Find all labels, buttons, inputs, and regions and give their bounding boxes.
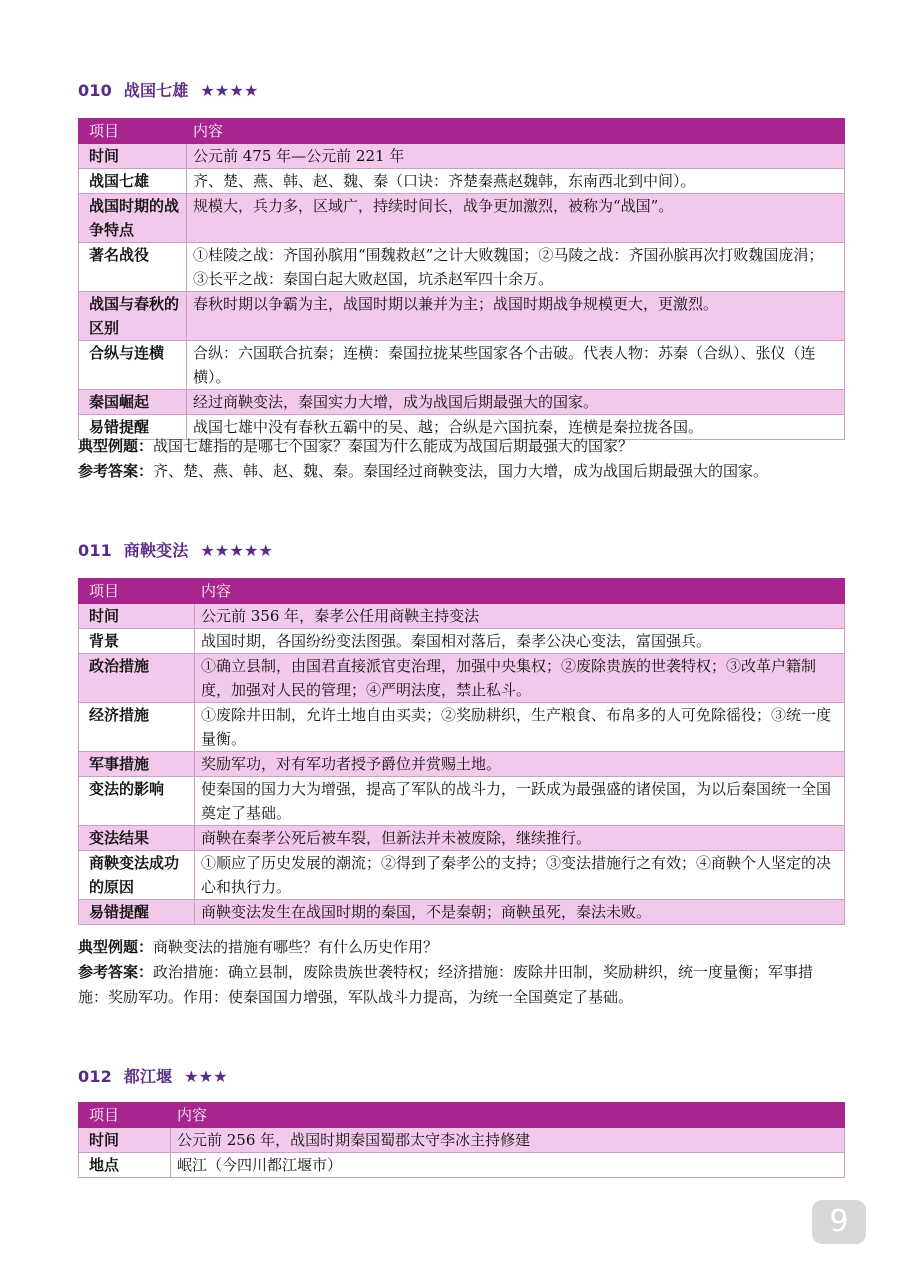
row-label: 易错提醒	[79, 900, 195, 925]
row-label: 战国与春秋的区别	[79, 292, 187, 341]
table-header	[79, 119, 845, 144]
star-rating: ★★★	[184, 1067, 228, 1086]
question-text: 商鞅变法的措施有哪些？有什么历史作用？	[153, 938, 439, 956]
table-row	[79, 292, 845, 341]
row-content: 合纵：六国联合抗秦；连横：秦国拉拢某些国家各个击破。代表人物：苏秦（合纵）、张仪（连横）。	[187, 341, 845, 390]
section-number: 011	[78, 541, 112, 560]
section-number: 012	[78, 1067, 112, 1086]
row-label: 变法的影响	[79, 777, 195, 826]
table-row	[79, 826, 845, 851]
table-row	[79, 194, 845, 243]
table-012	[78, 1102, 845, 1178]
table-row	[79, 654, 845, 703]
row-label: 时间	[79, 1128, 171, 1153]
table-header	[79, 579, 845, 604]
answer-text: 齐、楚、燕、韩、赵、魏、秦。秦国经过商鞅变法，国力大增，成为战国后期最强大的国家。	[153, 462, 769, 480]
row-content: ①顺应了历史发展的潮流；②得到了秦孝公的支持；③变法措施行之有效；④商鞅个人坚定的决心和执行力。	[195, 851, 845, 900]
row-content: 公元前 356 年，秦孝公任用商鞅主持变法	[195, 604, 845, 629]
header-content: 内容	[187, 119, 845, 144]
header-item: 项目	[79, 1103, 171, 1128]
answer-label: 参考答案：	[78, 963, 154, 981]
page-number: 9	[812, 1200, 866, 1244]
table-row	[79, 851, 845, 900]
question-label: 典型例题：	[78, 938, 154, 956]
answer-label: 参考答案：	[78, 462, 154, 480]
section-name: 都江堰	[123, 1067, 173, 1086]
row-content: 规模大，兵力多，区域广，持续时间长，战争更加激烈，被称为“战国”。	[187, 194, 845, 243]
qa-block-010	[78, 434, 838, 484]
section-number: 010	[78, 81, 112, 100]
question-label: 典型例题：	[78, 437, 154, 455]
row-label: 地点	[79, 1153, 171, 1178]
answer-line	[78, 459, 838, 484]
row-label: 著名战役	[79, 243, 187, 292]
row-label: 时间	[79, 604, 195, 629]
row-label: 战国时期的战争特点	[79, 194, 187, 243]
question-text: 战国七雄指的是哪七个国家？秦国为什么能成为战国后期最强大的国家？	[153, 437, 634, 455]
table-010	[78, 118, 845, 440]
section-name: 战国七雄	[123, 81, 189, 100]
row-content: 战国时期，各国纷纷变法图强。秦国相对落后，秦孝公决心变法，富国强兵。	[195, 629, 845, 654]
row-label: 易错提醒	[79, 415, 187, 440]
row-content: ①确立县制，由国君直接派官吏治理，加强中央集权；②废除贵族的世袭特权；③改革户籍制度，加强对人民的管理；④严明法度，禁止私斗。	[195, 654, 845, 703]
row-content: 奖励军功，对有军功者授予爵位并赏赐土地。	[195, 752, 845, 777]
section-name: 商鞅变法	[123, 541, 189, 560]
table-row	[79, 1153, 845, 1178]
row-label: 政治措施	[79, 654, 195, 703]
table-row	[79, 752, 845, 777]
star-rating: ★★★★★	[200, 541, 274, 560]
section-title-012	[78, 1064, 228, 1087]
row-content: 齐、楚、燕、韩、赵、魏、秦（口诀：齐楚秦燕赵魏韩，东南西北到中间）。	[187, 169, 845, 194]
row-label: 商鞅变法成功的原因	[79, 851, 195, 900]
star-rating: ★★★★	[200, 81, 259, 100]
row-content: 岷江（今四川都江堰市）	[171, 1153, 845, 1178]
row-label: 变法结果	[79, 826, 195, 851]
header-item: 项目	[79, 119, 187, 144]
row-content: ①桂陵之战：齐国孙膑用“围魏救赵”之计大败魏国；②马陵之战：齐国孙膑再次打败魏国庞涓；③长平之战：秦国白起大败赵国，坑杀赵军四十余万。	[187, 243, 845, 292]
question-line	[78, 434, 838, 459]
header-content: 内容	[195, 579, 845, 604]
row-content: 使秦国的国力大为增强，提高了军队的战斗力，一跃成为最强盛的诸侯国，为以后秦国统一全国奠定了基础。	[195, 777, 845, 826]
table-row	[79, 243, 845, 292]
row-content: 公元前 256 年，战国时期秦国蜀郡太守李冰主持修建	[171, 1128, 845, 1153]
table-header	[79, 1103, 845, 1128]
section-title-011	[78, 538, 273, 561]
row-label: 经济措施	[79, 703, 195, 752]
table-row	[79, 390, 845, 415]
qa-block-011	[78, 935, 838, 1010]
header-content: 内容	[171, 1103, 845, 1128]
row-content: 春秋时期以争霸为主，战国时期以兼并为主；战国时期战争规模更大，更激烈。	[187, 292, 845, 341]
table-row	[79, 604, 845, 629]
row-content: 经过商鞅变法，秦国实力大增，成为战国后期最强大的国家。	[187, 390, 845, 415]
row-label: 秦国崛起	[79, 390, 187, 415]
table-row	[79, 1128, 845, 1153]
table-row	[79, 144, 845, 169]
table-row	[79, 777, 845, 826]
row-content: 公元前 475 年—公元前 221 年	[187, 144, 845, 169]
row-label: 时间	[79, 144, 187, 169]
row-content: 商鞅变法发生在战国时期的秦国，不是秦朝；商鞅虽死，秦法未败。	[195, 900, 845, 925]
answer-line	[78, 960, 838, 1010]
row-label: 军事措施	[79, 752, 195, 777]
table-row	[79, 900, 845, 925]
row-label: 合纵与连横	[79, 341, 187, 390]
table-011	[78, 578, 845, 925]
row-content: 战国七雄中没有春秋五霸中的吴、越；合纵是六国抗秦，连横是秦拉拢各国。	[187, 415, 845, 440]
table-row	[79, 341, 845, 390]
question-line	[78, 935, 838, 960]
row-content: ①废除井田制，允许土地自由买卖；②奖励耕织，生产粮食、布帛多的人可免除徭役；③统一度量衡。	[195, 703, 845, 752]
table-row	[79, 169, 845, 194]
answer-text: 政治措施：确立县制，废除贵族世袭特权；经济措施：废除井田制，奖励耕织，统一度量衡；军事措施：奖励军功。作用：使秦国国力增强，军队战斗力提高，为统一全国奠定了基础。	[78, 963, 814, 1006]
row-label: 战国七雄	[79, 169, 187, 194]
table-row	[79, 629, 845, 654]
row-content: 商鞅在秦孝公死后被车裂，但新法并未被废除，继续推行。	[195, 826, 845, 851]
row-label: 背景	[79, 629, 195, 654]
table-row	[79, 703, 845, 752]
section-title-010	[78, 78, 259, 101]
header-item: 项目	[79, 579, 195, 604]
